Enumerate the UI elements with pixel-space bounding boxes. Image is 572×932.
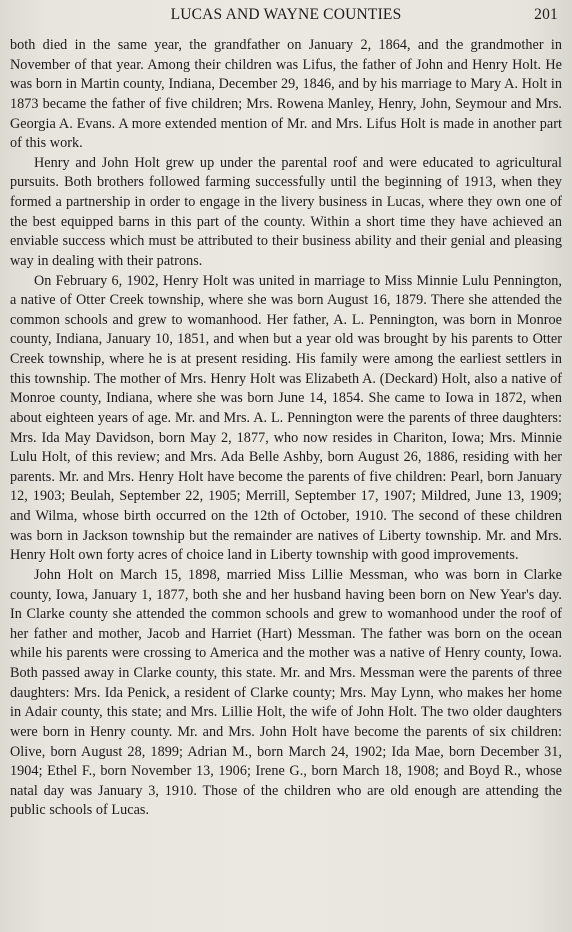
running-head — [10, 6, 562, 28]
paragraph-henry-holt-marriage: On February 6, 1902, Henry Holt was united in marriage to Miss Minnie Lulu Pennington, a native of Otter Creek township, where she was born August 16, 1879. There she attended the common schools and grew to womanhood. Her father, A. L. Pennington, was born in Monroe county, Indiana, January 10, 1851, and when but a year old was brought by his parents to Otter Creek township, where he is at present residing. His family were among the earliest settlers in this township. The mother of Mrs. Henry Holt was Elizabeth A. (Deckard) Holt, also a native of Monroe county, Indiana, where she was born June 14, 1854. She came to Iowa in 1872, when about eighteen years of age. Mr. and Mrs. A. L. Pennington were the parents of three daughters: Mrs. Ida May Davidson, born May 2, 1877, who now resides in Chariton, Iowa; Mrs. Minnie Lulu Holt, of this review; and Mrs. Ada Belle Ashby, born August 26, 1886, residing with her parents. Mr. and Mrs. Henry Holt have become the parents of five children: Pearl, born January 12, 1903; Beulah, September 22, 1905; Merrill, September 17, 1907; Mildred, June 13, 1909; and Wilma, whose birth occurred on the 12th of October, 1910. The second of these children was born in Jackson township but the remainder are natives of Liberty township. Mr. and Mrs. Henry Holt own forty acres of choice land in Liberty township with good improvements. — [10, 272, 562, 564]
body-text — [10, 36, 562, 821]
paragraph-continuation: both died in the same year, the grandfather on January 2, 1864, and the grandmother in November of that year. Among their children was Lifus, the father of John and Henry Holt. He was born in Martin county, Indiana, December 29, 1846, and by his marriage to Mary A. Holt in 1873 became the father of five children; Mrs. Rowena Manley, Henry, John, Seymour and Mrs. Georgia A. Evans. A more extended mention of Mr. and Mrs. Lifus Holt is made in another part of this work. — [10, 37, 562, 152]
paragraph-john-holt-marriage: John Holt on March 15, 1898, married Miss Lillie Messman, who was born in Clarke county, Iowa, January 1, 1877, both she and her husband having been born on New Year's day. In Clarke county she attended the common schools and grew to womanhood under the roof of her father and mother, Jacob and Harriet (Hart) Messman. The father was born on the ocean while his parents were crossing to America and the mother was a native of Henry county, Iowa. Both passed away in Clarke county, this state. Mr. and Mrs. Messman were the parents of three daughters: Mrs. Ida Penick, a resident of Clarke county; Mrs. May Lynn, who makes her home in Adair county, this state; and Mrs. Lillie Holt, the wife of John Holt. The two older daughters were born in Henry county. Mr. and Mrs. John Holt have become the parents of six children: Olive, born August 28, 1899; Adrian M., born March 24, 1902; Ida Mae, born December 31, 1904; Ethel F., born November 13, 1906; Irene G., born March 18, 1908; and Boyd R., whose natal day was January 3, 1910. Those of the children who are old enough are attending the public schools of Lucas. — [10, 566, 562, 819]
paragraph-holt-brothers-business: Henry and John Holt grew up under the parental roof and were educated to agricultural pursuits. Both brothers followed farming successfully until the beginning of 1913, when they formed a partnership in order to engage in the livery business in Lucas, where they own one of the best equipped barns in this part of the county. Within a short time they have achieved an enviable success which must be attributed to their business ability and their genial and pleasing way in dealing with their patrons. — [10, 154, 562, 269]
running-title: LUCAS AND WAYNE COUNTIES — [170, 6, 402, 23]
page-number: 201 — [534, 6, 558, 23]
